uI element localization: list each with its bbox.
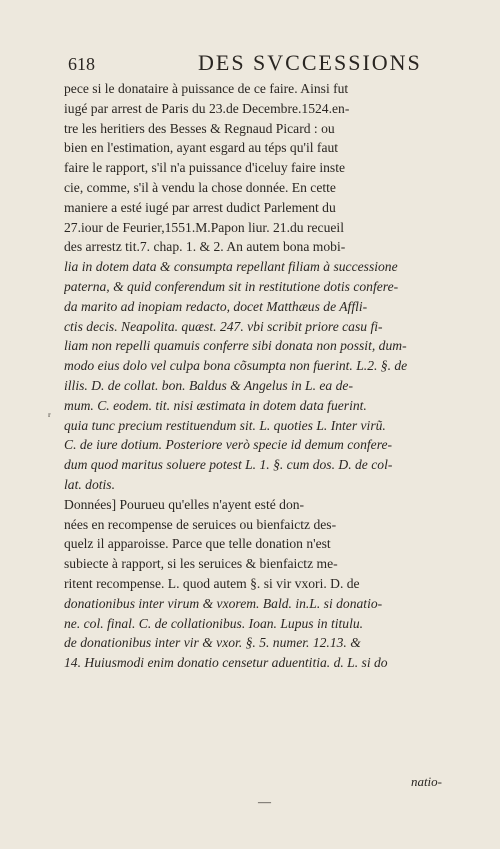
text-line: Données] Pourueu qu'elles n'ayent esté don- — [64, 496, 305, 512]
margin-mark: ᵣ — [48, 405, 51, 419]
text-line: cie, comme, s'il à vendu la chose donnée. En cette — [64, 179, 336, 195]
text-line: lia in dotem data & consumpta repellant filiam à successione — [64, 259, 398, 275]
text-line: iugé par arrest de Paris du 23.de Decembre.1524.en- — [64, 100, 350, 116]
body-text — [64, 79, 444, 673]
text-line: nées en recompense de seruices ou bienfaictz des- — [64, 516, 337, 532]
text-line: pece si le donataire à puissance de ce faire. Ainsi fut — [64, 81, 349, 96]
bottom-dash: — — [258, 794, 271, 809]
text-line: modo eius dolo vel culpa bona cõsumpta non fuerint. L.2. §. de — [64, 358, 408, 374]
text-line: illis. D. de collat. bon. Baldus & Angelus in L. ea de- — [64, 377, 353, 393]
text-line: ctis decis. Neapolita. quæst. 247. vbi scribit priore casu fi- — [64, 318, 383, 334]
text-line: paterna, & quid conferendum sit in restitutione dotis confere- — [64, 278, 399, 294]
text-line: faire le rapport, s'il n'a puissance d'iceluy faire inste — [64, 160, 346, 176]
text-line: mum. C. eodem. tit. nisi æstimata in dotem data fuerint. — [64, 397, 367, 413]
text-line: lat. dotis. — [64, 476, 115, 492]
text-line: de donationibus inter vir & vxor. §. 5. numer. 12.13. & — [64, 635, 361, 651]
text-line: 27.iour de Feurier,1551.M.Papon liur. 21.du recueil — [64, 219, 344, 235]
text-line: maniere a esté iugé par arrest dudict Parlement du — [64, 199, 336, 215]
text-line: da marito ad inopiam redacto, docet Matthæus de Affli- — [64, 298, 368, 314]
catchword: natio- — [410, 774, 442, 789]
text-line: ritent recompense. L. quod autem §. si vir vxori. D. de — [64, 575, 360, 591]
text-line: dum quod maritus soluere potest L. 1. §. cum dos. D. de col- — [64, 457, 393, 473]
text-line: quia tunc precium restituendum sit. L. quoties L. Inter virũ. — [64, 417, 386, 433]
text-line: liam non repelli quamuis conferre sibi donata non possit, dum- — [64, 338, 407, 354]
text-line: C. de iure dotium. Posteriore verò specie id demum confere- — [64, 437, 393, 453]
text-line: donationibus inter virum & vxorem. Bald. in.L. si donatio- — [64, 595, 383, 611]
text-line: 14. Huiusmodi enim donatio censetur aduentitia. d. L. si do — [64, 655, 388, 671]
running-title: DES SVCCESSIONS — [198, 50, 422, 75]
text-line: des arrestz tit.7. chap. 1. & 2. An autem bona mobi- — [64, 239, 346, 255]
text-line: quelz il apparoisse. Parce que telle donation n'est — [64, 536, 331, 552]
text-line: bien en l'estimation, ayant esgard au téps qu'il faut — [64, 140, 339, 156]
text-line: tre les heritiers des Besses & Regnaud Picard : ou — [64, 120, 335, 136]
text-line: subiecte à rapport, si les seruices & bienfaictz me- — [64, 556, 338, 572]
page-number: 618 — [68, 54, 95, 74]
page-header — [68, 50, 444, 76]
text-line: ne. col. final. C. de collationibus. Ioan. Lupus in titulu. — [64, 615, 364, 631]
